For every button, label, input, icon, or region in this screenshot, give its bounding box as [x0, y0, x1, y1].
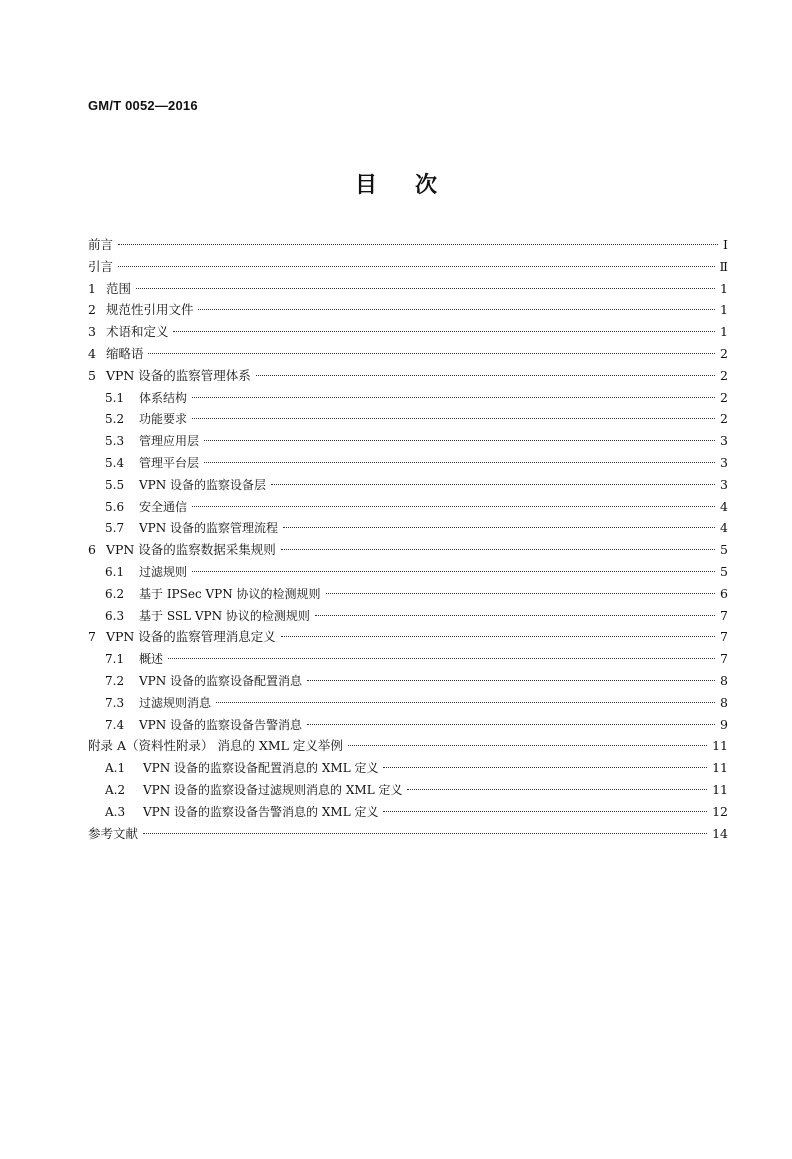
toc-entry[interactable]	[88, 496, 728, 518]
toc-entry-page: 2	[720, 345, 728, 361]
toc-entry-page: 3	[720, 433, 728, 449]
toc-entry-page: 3	[720, 476, 728, 492]
toc-entry[interactable]	[88, 234, 728, 256]
toc-entry-page: 2	[720, 389, 728, 405]
toc-entry-title: 前言	[88, 237, 114, 252]
toc-dot-leader	[283, 527, 715, 528]
toc-entry-page: 7	[720, 607, 728, 623]
toc-entry-title: 引言	[88, 258, 114, 274]
toc-dot-leader	[168, 658, 715, 659]
toc-entry-page: Ⅰ	[723, 237, 728, 252]
toc-entry[interactable]	[88, 408, 728, 430]
toc-entry-title: 规范性引用文件	[105, 302, 194, 318]
toc-entry[interactable]	[88, 779, 728, 801]
toc-title: 目次	[354, 173, 475, 198]
toc-dot-leader	[192, 418, 715, 419]
toc-dot-leader	[383, 767, 707, 768]
toc-entry-title: 范围	[105, 280, 131, 296]
toc-entry[interactable]	[88, 692, 728, 714]
toc-entry-title: VPN 设备的监察设备配置消息	[139, 673, 303, 688]
toc-entry-page: 6	[720, 585, 728, 601]
toc-entry-title: VPN 设备的监察管理流程	[139, 521, 279, 536]
toc-entry-page: 11	[712, 738, 728, 754]
toc-entry[interactable]	[88, 626, 728, 648]
toc-entry-title: VPN 设备的监察设备告警消息	[139, 717, 303, 732]
toc-dot-leader	[307, 724, 715, 725]
toc-entry-title: 基于 SSL VPN 协议的检测规则	[139, 608, 310, 623]
toc-dot-leader	[204, 462, 715, 463]
toc-dot-leader	[216, 702, 715, 703]
toc-entry-number: 6	[88, 542, 96, 558]
toc-entry-title: 功能要求	[139, 412, 188, 427]
toc-dot-leader	[118, 244, 718, 245]
toc-entry-page: 14	[712, 825, 728, 841]
toc-entry-title: 附录 A（资料性附录） 消息的 XML 定义举例	[88, 738, 343, 754]
toc-entry-title: VPN 设备的监察管理体系	[105, 367, 251, 383]
toc-entry-number: 5.6	[105, 499, 125, 514]
toc-entry-number: 5.3	[105, 434, 125, 449]
toc-dot-leader	[256, 375, 715, 376]
toc-entry-page: 1	[720, 302, 728, 318]
toc-entry-number: 5.2	[105, 412, 125, 427]
toc-entry-page: 8	[720, 694, 728, 710]
toc-entry-title: 过滤规则消息	[139, 695, 212, 710]
toc-entry[interactable]	[88, 801, 728, 823]
toc-entry-title: 术语和定义	[105, 324, 169, 340]
toc-dot-leader	[383, 811, 707, 812]
toc-entry-number: 7.1	[105, 652, 125, 667]
toc-entry-page: 3	[720, 454, 728, 470]
toc-entry[interactable]	[88, 387, 728, 409]
toc-dot-leader	[192, 506, 715, 507]
toc-entry-title: VPN 设备的监察管理消息定义	[105, 629, 276, 645]
toc-entry-page: 11	[712, 781, 728, 797]
toc-entry[interactable]	[88, 517, 728, 539]
toc-dot-leader	[118, 266, 714, 267]
toc-entry[interactable]	[88, 430, 728, 452]
toc-entry[interactable]	[88, 256, 728, 278]
toc-dot-leader	[281, 636, 715, 637]
toc-entry[interactable]	[88, 321, 728, 343]
toc-dot-leader	[326, 593, 716, 594]
toc-entry[interactable]	[88, 670, 728, 692]
table-of-contents	[88, 234, 728, 844]
toc-entry-page: 7	[720, 651, 728, 667]
toc-entry[interactable]	[88, 757, 728, 779]
toc-entry-page: 5	[720, 563, 728, 579]
toc-entry-page: 1	[720, 324, 728, 340]
toc-entry-number: A.3	[105, 804, 126, 819]
toc-entry-page: 4	[720, 498, 728, 514]
toc-entry-number: 2	[88, 302, 96, 318]
toc-entry[interactable]	[88, 823, 728, 845]
toc-entry[interactable]	[88, 474, 728, 496]
toc-entry-number: 5.5	[105, 477, 125, 492]
toc-entry-number: 6.1	[105, 564, 125, 579]
toc-entry-title: 缩略语	[105, 345, 144, 361]
toc-entry-number: 1	[88, 280, 96, 296]
toc-entry-number: 5.7	[105, 521, 125, 536]
toc-entry[interactable]	[88, 343, 728, 365]
toc-entry-title: 管理平台层	[139, 455, 200, 470]
toc-dot-leader	[348, 745, 707, 746]
toc-entry[interactable]	[88, 583, 728, 605]
toc-entry-number: 7.3	[105, 695, 125, 710]
toc-dot-leader	[315, 615, 715, 616]
toc-dot-leader	[281, 549, 715, 550]
toc-entry-page: 7	[720, 629, 728, 645]
toc-entry-title: VPN 设备的监察数据采集规则	[105, 542, 276, 558]
toc-entry-number: 5.4	[105, 455, 125, 470]
toc-entry-page: 9	[720, 716, 728, 732]
toc-dot-leader	[148, 353, 715, 354]
toc-entry-number: A.1	[105, 761, 126, 776]
toc-entry-title: 参考文献	[88, 825, 139, 841]
toc-entry-number: 5	[88, 367, 96, 383]
toc-entry-title: 过滤规则	[139, 564, 188, 579]
toc-entry[interactable]	[88, 299, 728, 321]
toc-entry-page: 11	[712, 760, 728, 776]
toc-entry-title: 基于 IPSec VPN 协议的检测规则	[139, 586, 321, 601]
toc-entry-title: VPN 设备的监察设备告警消息的 XML 定义	[143, 804, 379, 819]
toc-entry-number: 6.3	[105, 608, 125, 623]
toc-entry[interactable]	[88, 561, 728, 583]
toc-entry[interactable]	[88, 278, 728, 300]
toc-dot-leader	[192, 397, 715, 398]
toc-entry[interactable]	[88, 605, 728, 627]
toc-dot-leader	[143, 833, 707, 834]
toc-dot-leader	[136, 288, 715, 289]
toc-dot-leader	[192, 571, 715, 572]
toc-entry-title: VPN 设备的监察设备层	[139, 477, 267, 492]
toc-entry-title: 管理应用层	[139, 434, 200, 449]
toc-entry-title: 体系结构	[139, 390, 188, 405]
toc-dot-leader	[407, 789, 707, 790]
toc-entry-page: Ⅱ	[719, 258, 728, 274]
toc-entry-number: 7.2	[105, 673, 125, 688]
toc-entry-number: 4	[88, 345, 96, 361]
toc-entry-number: A.2	[105, 782, 126, 797]
standard-code: GM/T 0052—2016	[88, 98, 198, 113]
toc-entry-title: 安全通信	[139, 499, 188, 514]
toc-entry-number: 5.1	[105, 390, 125, 405]
toc-entry-number: 7	[88, 629, 96, 645]
toc-dot-leader	[307, 680, 715, 681]
toc-dot-leader	[204, 440, 715, 441]
toc-entry-page: 12	[712, 803, 728, 819]
toc-entry-page: 8	[720, 672, 728, 688]
toc-dot-leader	[173, 331, 715, 332]
toc-entry-page: 2	[720, 411, 728, 427]
toc-entry-number: 7.4	[105, 717, 125, 732]
toc-entry-page: 5	[720, 542, 728, 558]
toc-entry-page: 4	[720, 520, 728, 536]
toc-entry[interactable]	[88, 365, 728, 387]
toc-dot-leader	[198, 309, 715, 310]
toc-entry[interactable]	[88, 714, 728, 736]
toc-entry-page: 2	[720, 367, 728, 383]
toc-entry-title: VPN 设备的监察设备过滤规则消息的 XML 定义	[143, 782, 403, 797]
toc-entry[interactable]	[88, 539, 728, 561]
toc-entry[interactable]	[88, 735, 728, 757]
toc-entry-number: 6.2	[105, 586, 125, 601]
toc-entry-page: 1	[720, 280, 728, 296]
toc-entry-title: VPN 设备的监察设备配置消息的 XML 定义	[143, 761, 379, 776]
toc-dot-leader	[271, 484, 715, 485]
toc-entry-title: 概述	[139, 652, 164, 667]
toc-entry[interactable]	[88, 452, 728, 474]
toc-entry-number: 3	[88, 324, 96, 340]
toc-entry[interactable]	[88, 648, 728, 670]
